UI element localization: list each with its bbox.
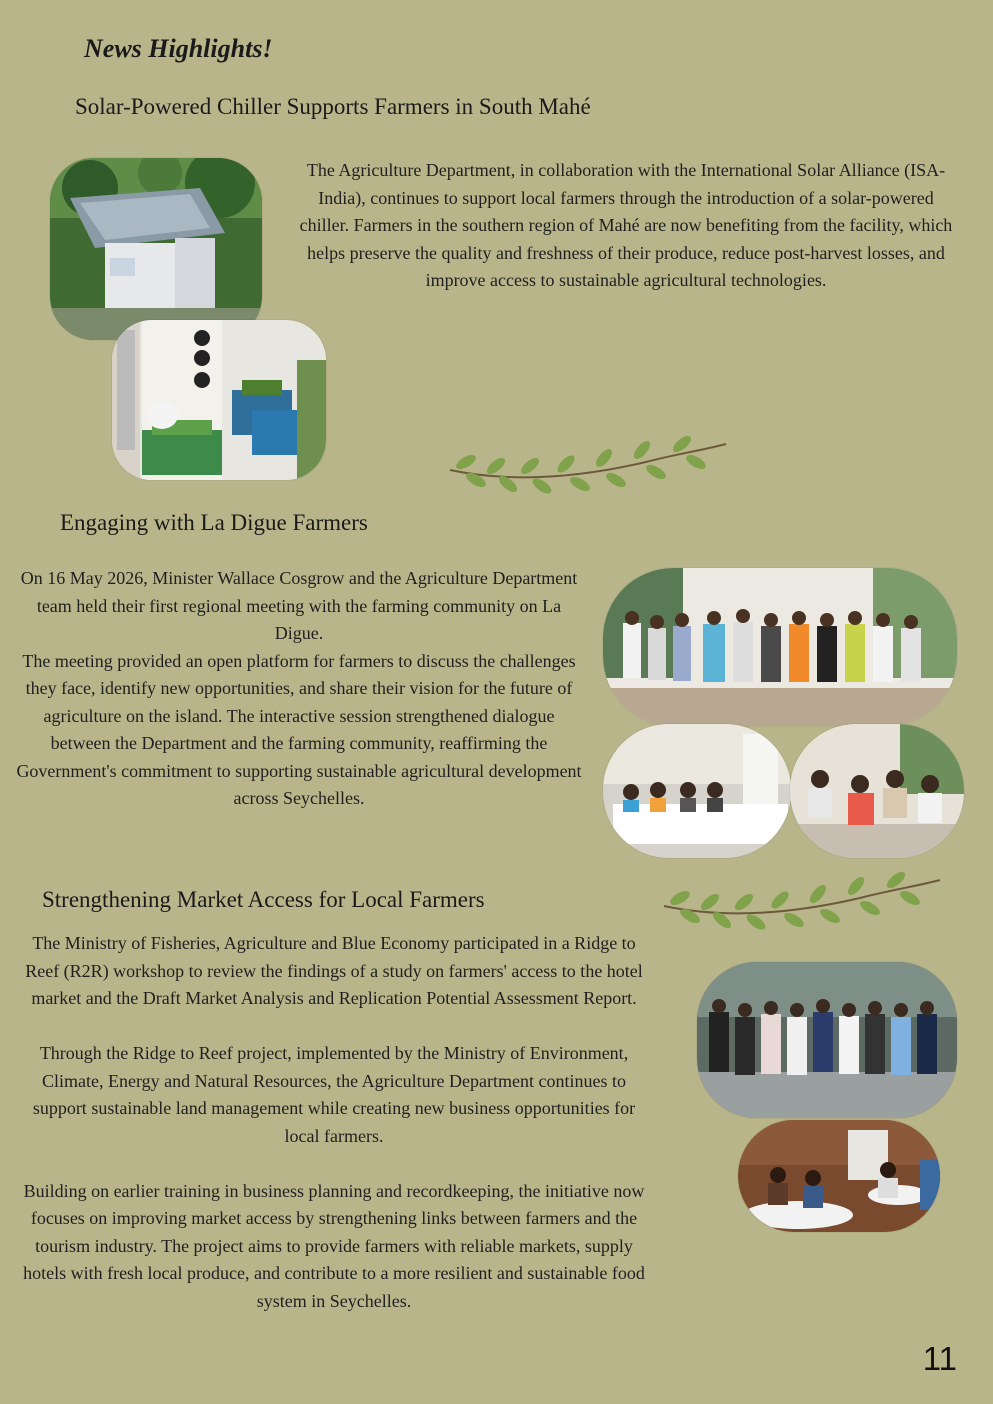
section2-body: On 16 May 2026, Minister Wallace Cosgrow and the Agriculture Department team held their first regional meeting with the farming community on La Digue. The meeting provided an open platform for farmers to discuss the challenges they face, identify new opportunities, and share their vision for the future of agriculture on the island. The interactive session strengthened dialogue between the Department and the farming community, reaffirming the Government's commitment to supporting sustainable agricultural development across Seychelles. <box>16 568 582 808</box>
r2r-workshop-session-photo <box>738 1120 940 1232</box>
section3-body: The Ministry of Fisheries, Agriculture and Blue Economy participated in a Ridge to Reef (R2R) workshop to review the findings of a study on farmers' access to the hotel market and the Draft Market Analysis and Replication Potential Assessment Report. Through the Ridge to Reef project, implemented by the Ministry of Environment, Climate, Energy and Natural Resources, the Agriculture Department continues to support sustainable land management while creating new business opportunities for local farmers. Building on earlier training in business planning and recordkeeping, the initiative now focuses on improving market access by strengthening links between farmers and the tourism industry. The project aims to provide farmers with reliable markets, supply hotels with fresh local produce, and contribute to a more resilient and sustainable food system in Seychelles. <box>23 933 645 1311</box>
r2r-workshop-group-photo <box>697 962 957 1118</box>
page-number: 11 <box>922 1340 957 1377</box>
la-digue-group-photo <box>603 568 957 726</box>
section3-title: Strengthening Market Access for Local Farmers <box>42 887 485 912</box>
section2-title: Engaging with La Digue Farmers <box>60 510 368 535</box>
leaf-divider-decoration <box>446 432 728 498</box>
la-digue-panel-photo <box>603 724 791 858</box>
section1-body: The Agriculture Department, in collaboration with the International Solar Alliance (ISA-India), continues to support local farmers through the introduction of a solar-powered chiller. Farmers in the southern region of Mahé are now benefiting from the facility, which helps preserve the quality and freshness of their produce, reduce post-harvest losses, and improve access to sustainable agricultural technologies. <box>299 160 953 290</box>
chiller-interior-photo <box>112 320 326 480</box>
news-highlights-kicker: News Highlights! <box>84 34 273 63</box>
section1-title: Solar-Powered Chiller Supports Farmers in South Mahé <box>75 94 591 119</box>
la-digue-audience-photo <box>790 724 964 858</box>
leaf-divider-decoration <box>660 868 942 934</box>
solar-chiller-photo <box>50 158 262 340</box>
